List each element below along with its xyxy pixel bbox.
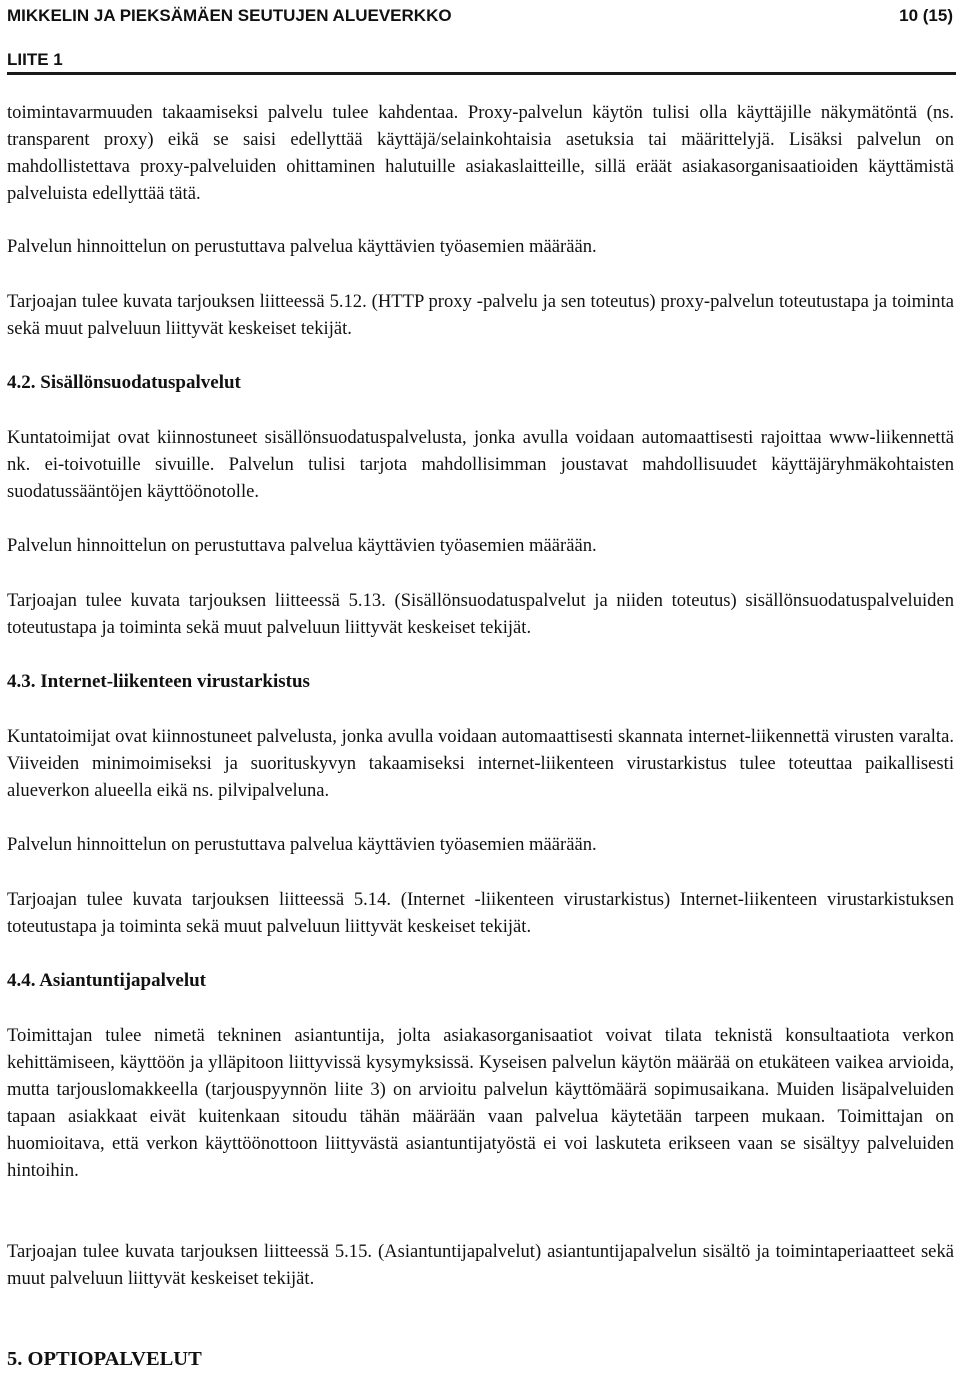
header-divider [7,72,956,75]
paragraph-virus-pricing: Palvelun hinnoittelun on perustuttava palvelua käyttävien työasemien määrään. [7,834,597,855]
paragraph-proxy-pricing: Palvelun hinnoittelun on perustuttava palvelua käyttävien työasemien määrään. [7,236,597,257]
paragraph-expert-services: Toimittajan tulee nimetä tekninen asiantuntija, jolta asiakasorganisaatiot voivat tilata teknistä konsultaatiota verkon kehittämiseen, käyttöön ja ylläpitoon liittyvissä kysymyksissä. Kyseisen palvelun käytön määrää on etukäteen vaikea arvioida, mutta tarjouslomakkeella (tarjouspyynnön liite 3) on arvioitu palvelun käyttömäärä sopimusaikana. Muiden lisäpalveluiden tapaan asiakkaat eivät kuitenkaan sitoudu tähän määrään vaan palvelua käytetään tarpeen mukaan. Toimittajan on huomioitava, että verkon käyttöönottoon liittyvästä asiantuntijatyöstä ei voi laskuteta erikseen vaan se sisältyy palveluiden hintoihin. [7,1025,954,1181]
heading-4-3: 4.3. Internet-liikenteen virustarkistus [7,671,310,692]
paragraph-virus-attachment: Tarjoajan tulee kuvata tarjouksen liitteessä 5.14. (Internet -liikenteen virustarkistus) Internet-liikenteen virustarkistuksen toteutustapa ja toiminta sekä muut palveluun liittyvät keskeiset tekijät. [7,889,954,937]
heading-4-2: 4.2. Sisällönsuodatuspalvelut [7,372,241,393]
paragraph-content-filtering: Kuntatoimijat ovat kiinnostuneet sisällönsuodatuspalvelusta, jonka avulla voidaan automaattisesti rajoittaa www-liikennettä nk. ei-toivotuille sivuille. Palvelun tulisi tarjota mahdollisimman joustavat mahdollisuudet käyttäjäryhmäkohtaisten suodatussääntöjen käyttöönotolle. [7,427,954,502]
page-number: 10 (15) [899,6,953,25]
paragraph-proxy-continuation: toimintavarmuuden takaamiseksi palvelu tulee kahdentaa. Proxy-palvelun käytön tulisi olla käyttäjille näkymätöntä (ns. transparent proxy) eikä se saisi edellyttää käyttäjä/selainkohtaisia asetuksia tai määrittelyjä. Lisäksi palvelun on mahdollistettava proxy-palveluiden ohittaminen halutuille asiakaslaitteille, sillä eräät asiakasorganisaatioiden käyttämistä palveluista edellyttää tätä. [7,102,954,204]
paragraph-filtering-pricing: Palvelun hinnoittelun on perustuttava palvelua käyttävien työasemien määrään. [7,535,597,556]
heading-4-4: 4.4. Asiantuntijapalvelut [7,970,207,991]
page-header [7,5,953,27]
paragraph-virus-scanning: Kuntatoimijat ovat kiinnostuneet palvelusta, jonka avulla voidaan automaattisesti skannata internet-liikennettä virusten varalta. Viiveiden minimoimiseksi ja suorituskyvyn takaamiseksi internet-liikenteen virustarkistus tulee toteuttaa paikallisesti alueverkon alueella eikä ns. pilvipalveluna. [7,726,954,801]
paragraph-filtering-attachment: Tarjoajan tulee kuvata tarjouksen liitteessä 5.13. (Sisällönsuodatuspalvelut ja niiden toteutus) sisällönsuodatuspalveluiden toteutustapa ja toiminta sekä muut palveluun liittyvät keskeiset tekijät. [7,590,954,638]
paragraph-proxy-attachment: Tarjoajan tulee kuvata tarjouksen liitteessä 5.12. (HTTP proxy -palvelu ja sen toteutus) proxy-palvelun toteutustapa ja toiminta sekä muut palveluun liittyvät keskeiset tekijät. [7,291,954,339]
organization-name: MIKKELIN JA PIEKSÄMÄEN SEUTUJEN ALUEVERKKO [7,6,452,25]
paragraph-expert-attachment: Tarjoajan tulee kuvata tarjouksen liitteessä 5.15. (Asiantuntijapalvelut) asiantuntijapalvelun sisältö ja toimintaperiaatteet sekä muut palveluun liittyvät keskeiset tekijät. [7,1241,954,1289]
heading-5: 5. OPTIOPALVELUT [7,1348,202,1370]
appendix-label: LIITE 1 [7,50,63,69]
